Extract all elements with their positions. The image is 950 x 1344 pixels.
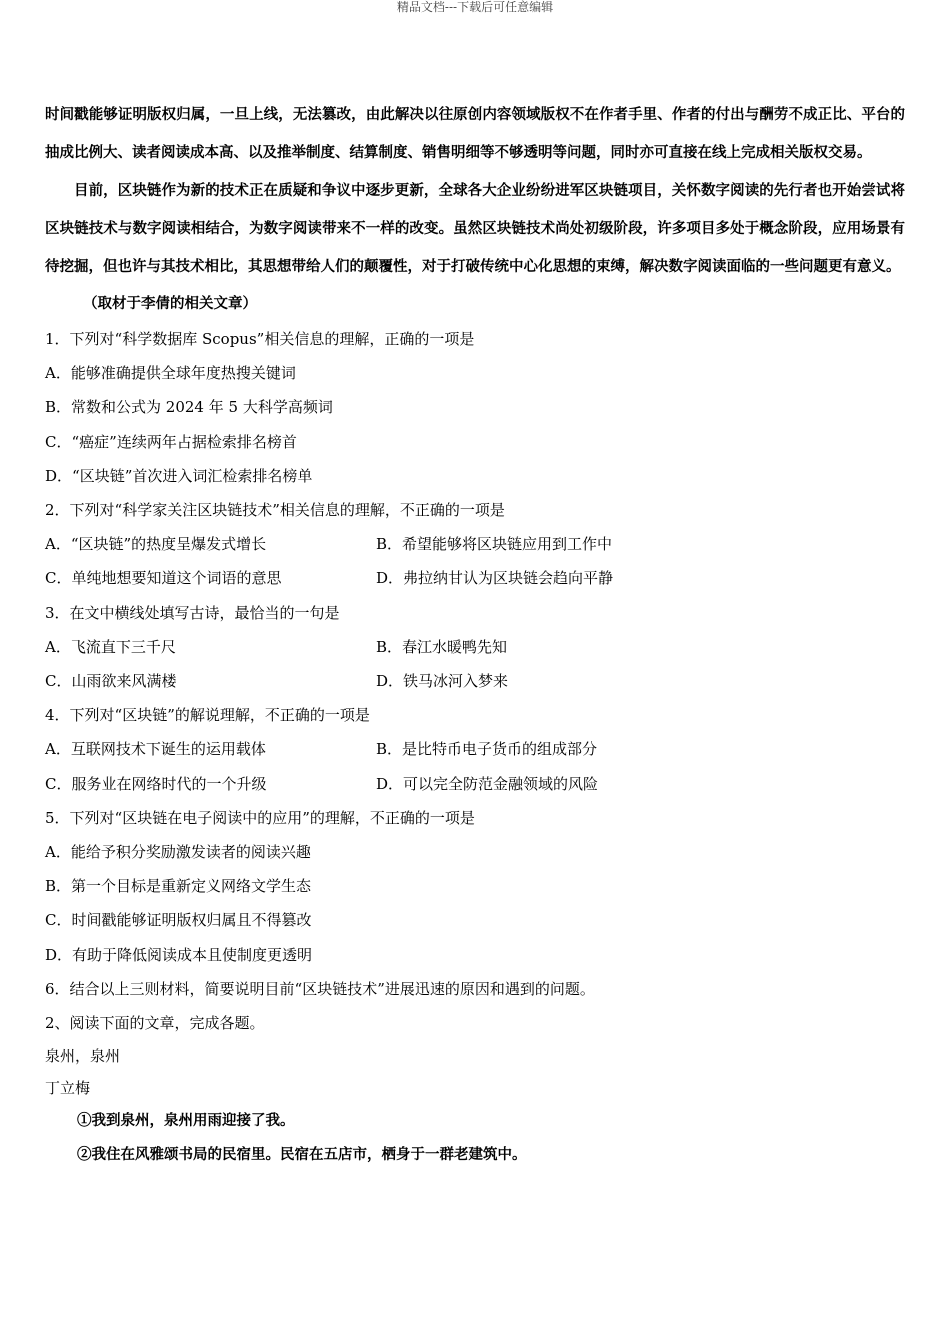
- section-2-instruction: 2、阅读下面的文章，完成各题。: [45, 1014, 265, 1033]
- question-2-stem: 2．下列对“科学家关注区块链技术”相关信息的理解，不正确的一项是: [45, 501, 505, 520]
- question-1-option-b: B．常数和公式为 2024 年 5 大科学高频词: [45, 398, 333, 417]
- question-5-option-a: A．能给予积分奖励激发读者的阅读兴趣: [45, 843, 311, 862]
- question-4-option-c: C．服务业在网络时代的一个升级: [45, 774, 267, 793]
- question-3-option-b: B．春江水暖鸭先知: [376, 637, 508, 656]
- question-4-option-d: D．可以完全防范金融领域的风险: [376, 774, 599, 793]
- passage-paragraph: 时间戳能够证明版权归属，一旦上线，无法篡改，由此解决以往原创内容领域版权不在作者手里、作者的付出与酬劳不成正比、平台的抽成比例大、读者阅读成本高、以及推举制度、结算制度、销售明细等不够透明等问题，同时亦可直接在线上完成相关版权交易。: [45, 106, 905, 161]
- question-1-option-c: C．“癌症”连续两年占据检索排名榜首: [45, 432, 297, 451]
- question-2-options-row: [45, 527, 905, 561]
- question-4-options-row: [45, 732, 905, 766]
- question-6-stem: 6．结合以上三则材料，简要说明目前“区块链技术”进展迅速的原因和遇到的问题。: [45, 979, 595, 998]
- question-3-options-row: [45, 630, 905, 664]
- page-header: 精品文档---下载后可任意编辑: [396, 0, 554, 14]
- question-3-option-d: D．铁马冰河入梦来: [376, 672, 509, 691]
- document-body: [45, 96, 905, 1172]
- question-1-stem: 1．下列对“科学数据库 Scopus”相关信息的理解，正确的一项是: [45, 330, 475, 348]
- question-3-option-c: C．山雨欲来风满楼: [45, 672, 177, 691]
- question-2-options-row: [45, 561, 905, 595]
- source-citation: （取材于李倩的相关文章）: [83, 295, 257, 312]
- article-title: 泉州，泉州: [45, 1047, 121, 1066]
- question-2-option-c: C．单纯地想要知道这个词语的意思: [45, 569, 282, 588]
- question-2-option-b: B．希望能够将区块链应用到工作中: [376, 535, 613, 554]
- question-4-option-a: A．互联网技术下诞生的运用载体: [45, 740, 266, 759]
- article-author: 丁立梅: [45, 1079, 91, 1098]
- question-3-stem: 3．在文中横线处填写古诗，最恰当的一句是: [45, 603, 340, 622]
- question-5-option-c: C．时间戳能够证明版权归属且不得篡改: [45, 911, 312, 930]
- question-2-option-d: D．弗拉纳甘认为区块链会趋向平静: [376, 569, 614, 588]
- question-4-options-row: [45, 767, 905, 801]
- question-5-option-d: D．有助于降低阅读成本且使制度更透明: [45, 945, 313, 964]
- question-5-stem: 5．下列对“区块链在电子阅读中的应用”的理解，不正确的一项是: [45, 808, 475, 827]
- question-1-option-d: D．“区块链”首次进入词汇检索排名榜单: [45, 466, 313, 485]
- question-5-option-b: B．第一个目标是重新定义网络文学生态: [45, 877, 312, 896]
- article-paragraph-2: ②我住在风雅颂书局的民宿里。民宿在五店市，栖身于一群老建筑中。: [77, 1146, 527, 1164]
- question-3-option-a: A．飞流直下三千尺: [45, 637, 176, 656]
- question-2-option-a: A．“区块链”的热度呈爆发式增长: [45, 535, 267, 554]
- passage-paragraph: 目前，区块链作为新的技术正在质疑和争议中逐步更新，全球各大企业纷纷进军区块链项目，关怀数字阅读的先行者也开始尝试将区块链技术与数字阅读相结合，为数字阅读带来不一样的改变。虽然区块链技术尚处初级阶段，许多项目多处于概念阶段，应用场景有待挖掘，但也许与其技术相比，其思想带给人们的颠覆性，对于打破传统中心化思想的束缚，解决数字阅读面临的一些问题更有意义。: [45, 182, 905, 275]
- question-3-options-row: [45, 664, 905, 698]
- article-paragraph-1: ①我到泉州，泉州用雨迎接了我。: [77, 1112, 295, 1130]
- question-4-option-b: B．是比特币电子货币的组成部分: [376, 740, 598, 759]
- question-4-stem: 4．下列对“区块链”的解说理解，不正确的一项是: [45, 706, 370, 725]
- question-1-option-a: A．能够准确提供全球年度热搜关键词: [45, 364, 296, 383]
